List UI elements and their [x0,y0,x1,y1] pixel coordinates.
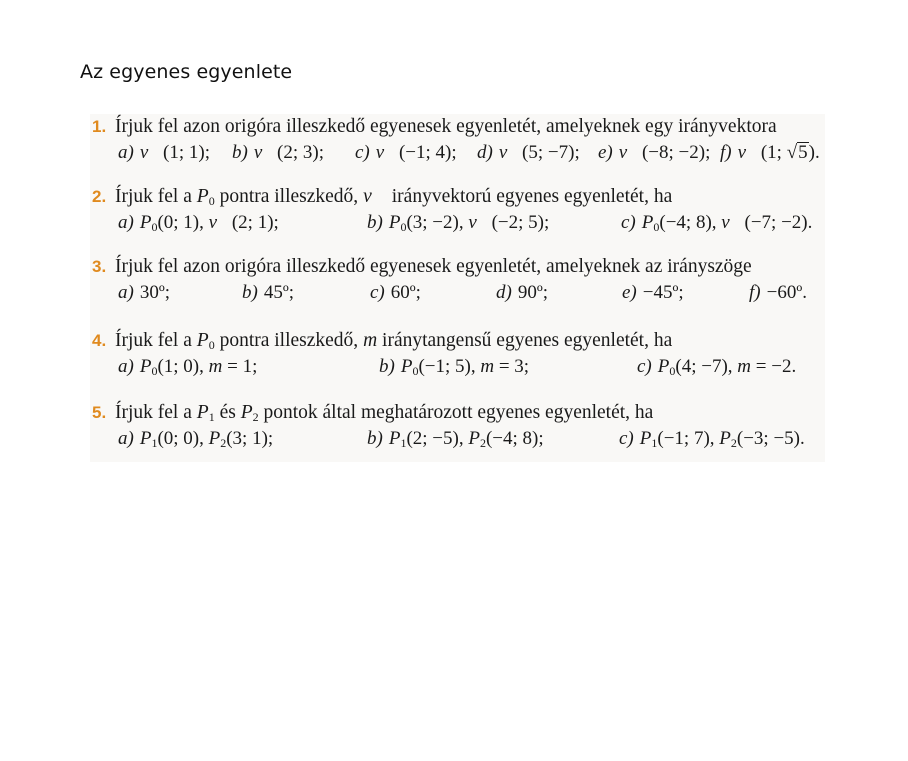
subproblem-e: e) −45º; [622,282,684,303]
subproblem-b: b) $P_0(-1$; 5), m = 3; [379,356,530,378]
problem-4 [92,328,832,380]
subproblem-c: c) v⃗(−1; 4); [355,142,457,163]
subproblem-c: c) $P_1(-1$; 7), $P_2(-3$; −5). [619,428,805,450]
subproblem-d: d) v⃗(5; −7); [477,142,580,163]
subproblem-a: a) $P_0(0$; 1), v⃗(2; 1); [118,212,279,234]
problem-3 [92,254,832,306]
subproblem-a: a) 30º; [118,282,170,303]
subproblem-a: a) $P_0(1$; 0), m = 1; [118,356,258,378]
subproblem-a: a) v⃗(1; 1); [118,142,211,163]
subproblem-b: b) $P_1(2$; −5), $P_2(-4$; 8); [367,428,544,450]
subproblem-c: c) $P_0(-4$; 8), v⃗(−7; −2). [621,212,813,234]
problem-statement [92,254,832,280]
page-title: Az egyenes egyenlete [80,61,293,83]
problem-number: 3. [92,257,107,276]
problem-number: 1. [92,117,107,136]
problem-statement: 4. Írjuk fel a $P_0$ pontra illeszkedő, m iránytangensű egyenes egyenletét, ha [92,330,673,352]
problem-2 [92,184,832,236]
problem-statement [92,114,832,140]
problem-number: 5. [92,403,107,422]
subproblem-b: b) $P_0(3$; −2), v⃗(−2; 5); [367,212,550,234]
subproblem-e: e) v⃗(−8; −2); [598,142,711,163]
subproblem-d: d) 90º; [496,282,548,303]
subproblem-b: b) 45º; [242,282,294,303]
problem-stem: Írjuk fel azon origóra illeszkedő egyenesek egyenletét, amelyeknek az irányszöge [115,256,752,277]
subproblem-c: c) $P_0(4$; −7), m = −2. [637,356,797,378]
problem-statement: 5. Írjuk fel a $P_1$ és $P_2$ pontok által meghatározott egyenes egyenletét, ha [92,402,654,424]
subproblem-f: f) −60º. [749,282,807,303]
problem-stem: Írjuk fel azon origóra illeszkedő egyenesek egyenletét, amelyeknek egy irányvektora [115,116,777,137]
problem-number: 4. [92,331,107,350]
subproblem-a: a) $P_1(0$; 0), $P_2(3$; 1); [118,428,274,450]
problem-number: 2. [92,187,107,206]
problem-1 [92,114,832,166]
subproblem-c: c) 60º; [370,282,421,303]
subproblem-b: b) v⃗(2; 3); [232,142,325,163]
problem-statement: 2. Írjuk fel a $P_0$ pontra illeszkedő, v⃗ irányvektorú egyenes egyenletét, ha [92,186,673,208]
problem-5 [92,400,832,452]
subproblem-f: f) v⃗(1; √5). [720,142,820,163]
